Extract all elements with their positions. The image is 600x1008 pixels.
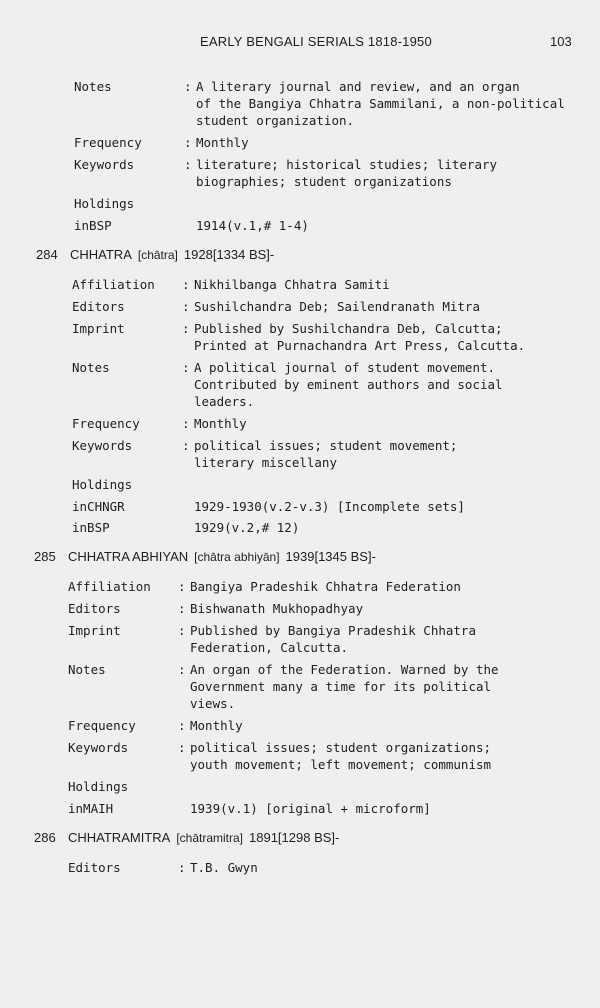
entry-heading bbox=[34, 548, 600, 566]
field-colon: : bbox=[178, 740, 186, 755]
field-value: Bishwanath Mukhopadhyay bbox=[190, 601, 364, 616]
entry-285 bbox=[0, 548, 600, 817]
entry-transliteration: [chātra abhiyān] bbox=[194, 550, 280, 564]
holding-library: inBSP bbox=[74, 218, 112, 233]
field-colon: : bbox=[178, 718, 186, 733]
field-colon: : bbox=[184, 79, 192, 94]
entry-years: 1928[1334 BS]- bbox=[183, 247, 275, 262]
field-value: Monthly bbox=[194, 416, 247, 431]
holding-row bbox=[74, 217, 600, 234]
field-label: Editors bbox=[68, 601, 121, 616]
entry-284 bbox=[0, 246, 600, 536]
field-value: A political journal of student movement. Contributed by eminent authors and social leaders. bbox=[194, 360, 503, 409]
field-colon: : bbox=[182, 321, 190, 336]
holding-library: inMAIH bbox=[68, 801, 114, 816]
field-colon: : bbox=[182, 416, 190, 431]
holding-row bbox=[72, 519, 600, 536]
entry-years: 1939[1345 BS]- bbox=[285, 549, 376, 564]
field-colon: : bbox=[182, 299, 190, 314]
page-number: 103 bbox=[550, 34, 572, 49]
field-keywords bbox=[72, 437, 600, 471]
holding-library: inBSP bbox=[72, 520, 110, 535]
field-notes bbox=[74, 78, 600, 129]
entry-transliteration: [chātra] bbox=[137, 248, 178, 262]
continued-entry bbox=[0, 78, 600, 234]
field-label: Imprint bbox=[72, 321, 125, 336]
field-value: Bangiya Pradeshik Chhatra Federation bbox=[190, 579, 461, 594]
field-colon: : bbox=[178, 579, 186, 594]
holding-detail: 1939(v.1) [original + microform] bbox=[190, 801, 431, 816]
field-notes bbox=[68, 661, 600, 712]
field-value: Monthly bbox=[190, 718, 243, 733]
field-label: Editors bbox=[72, 299, 125, 314]
holding-row bbox=[68, 800, 600, 817]
holding-detail: 1929-1930(v.2-v.3) [Incomplete sets] bbox=[194, 499, 465, 514]
field-value: Sushilchandra Deb; Sailendranath Mitra bbox=[194, 299, 480, 314]
field-colon: : bbox=[182, 277, 190, 292]
field-colon: : bbox=[178, 860, 186, 875]
field-editors bbox=[68, 859, 600, 876]
field-frequency bbox=[74, 134, 600, 151]
holding-library: inCHNGR bbox=[72, 499, 125, 514]
field-label: Keywords bbox=[74, 157, 135, 172]
entry-years: 1891[1298 BS]- bbox=[249, 830, 340, 845]
entry-title: CHHATRAMITRA bbox=[68, 830, 171, 845]
entry-transliteration: [chātramitra] bbox=[176, 831, 243, 845]
field-frequency bbox=[68, 717, 600, 734]
field-colon: : bbox=[184, 135, 192, 150]
entry-title: CHHATRA bbox=[70, 247, 132, 262]
holding-detail: 1929(v.2,# 12) bbox=[194, 520, 300, 535]
field-value: A literary journal and review, and an organ of the Bangiya Chhatra Sammilani, a non-political student organization. bbox=[196, 79, 565, 128]
page-content bbox=[0, 78, 600, 888]
holdings-label: Holdings bbox=[72, 477, 133, 492]
field-value: Published by Sushilchandra Deb, Calcutta; Printed at Purnachandra Art Press, Calcutta. bbox=[194, 321, 526, 353]
entry-title: CHHATRA ABHIYAN bbox=[68, 549, 189, 564]
field-colon: : bbox=[178, 662, 186, 677]
field-label: Imprint bbox=[68, 623, 121, 638]
holdings-label: Holdings bbox=[68, 779, 129, 794]
field-colon: : bbox=[178, 601, 186, 616]
field-frequency bbox=[72, 415, 600, 432]
field-label: Editors bbox=[68, 860, 121, 875]
entry-286 bbox=[0, 829, 600, 876]
field-value: An organ of the Federation. Warned by the Government many a time for its political views. bbox=[190, 662, 499, 711]
field-label: Keywords bbox=[68, 740, 129, 755]
field-value: Published by Bangiya Pradeshik Chhatra Federation, Calcutta. bbox=[190, 623, 476, 655]
field-label: Keywords bbox=[72, 438, 133, 453]
field-affiliation bbox=[72, 276, 600, 293]
field-label: Frequency bbox=[68, 718, 136, 733]
field-value: Monthly bbox=[196, 135, 249, 150]
field-label: Notes bbox=[68, 662, 106, 677]
field-keywords bbox=[68, 739, 600, 773]
field-value: Nikhilbanga Chhatra Samiti bbox=[194, 277, 390, 292]
holding-row bbox=[72, 498, 600, 515]
field-imprint bbox=[68, 622, 600, 656]
entry-number: 286 bbox=[34, 830, 56, 845]
field-label: Notes bbox=[72, 360, 110, 375]
field-value: T.B. Gwyn bbox=[190, 860, 258, 875]
holdings-label: Holdings bbox=[74, 196, 135, 211]
field-value: political issues; student movement; literary miscellany bbox=[194, 438, 458, 470]
field-label: Frequency bbox=[74, 135, 142, 150]
field-colon: : bbox=[182, 438, 190, 453]
entry-heading bbox=[36, 246, 600, 264]
field-label: Affiliation bbox=[68, 579, 151, 594]
holding-detail: 1914(v.1,# 1-4) bbox=[196, 218, 309, 233]
field-value: political issues; student organizations; youth movement; left movement; communism bbox=[190, 740, 492, 772]
field-imprint bbox=[72, 320, 600, 354]
running-title: EARLY BENGALI SERIALS 1818-1950 bbox=[200, 34, 432, 49]
page-header bbox=[0, 34, 600, 54]
field-label: Frequency bbox=[72, 416, 140, 431]
field-label: Affiliation bbox=[72, 277, 155, 292]
field-notes bbox=[72, 359, 600, 410]
field-colon: : bbox=[178, 623, 186, 638]
entry-heading bbox=[34, 829, 600, 847]
field-keywords bbox=[74, 156, 600, 190]
field-colon: : bbox=[184, 157, 192, 172]
field-affiliation bbox=[68, 578, 600, 595]
entry-number: 284 bbox=[36, 247, 58, 262]
field-value: literature; historical studies; literary biographies; student organizations bbox=[196, 157, 498, 189]
entry-number: 285 bbox=[34, 549, 56, 564]
field-colon: : bbox=[182, 360, 190, 375]
field-editors bbox=[72, 298, 600, 315]
field-editors bbox=[68, 600, 600, 617]
field-label: Notes bbox=[74, 79, 112, 94]
